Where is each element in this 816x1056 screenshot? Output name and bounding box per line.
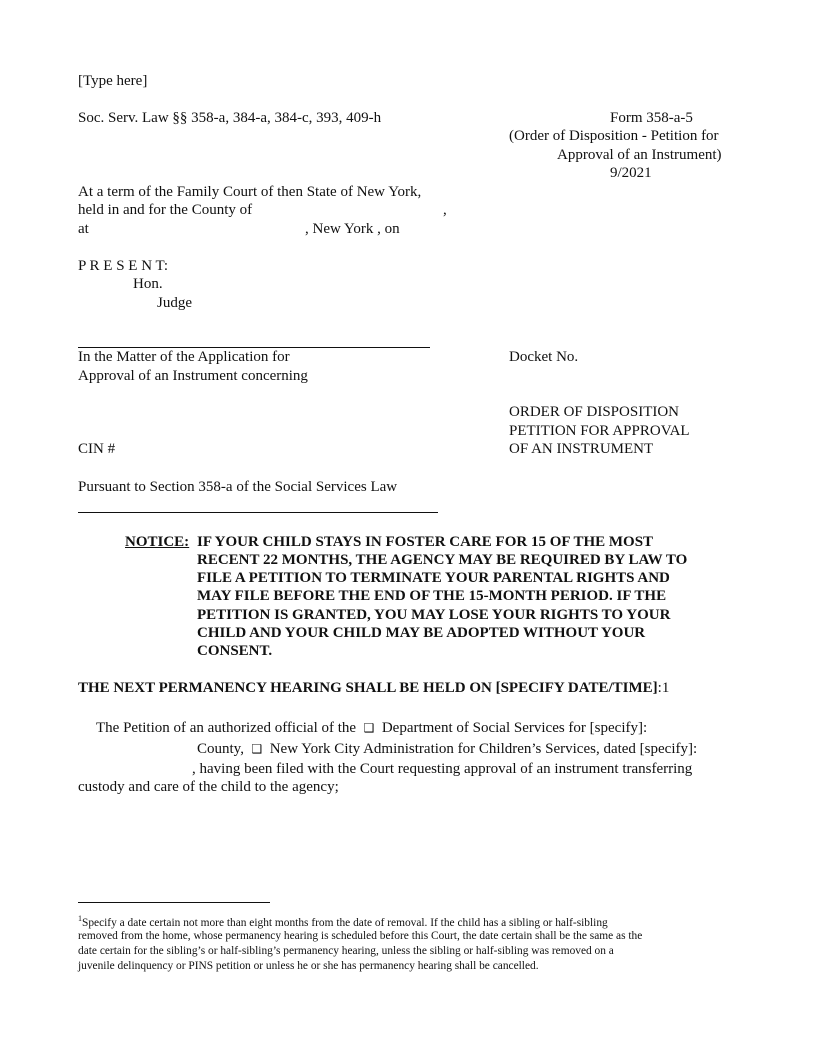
notice-line: PETITION IS GRANTED, YOU MAY LOSE YOUR RIGHTS TO YOUR bbox=[197, 607, 671, 623]
cin-label: CIN # bbox=[78, 441, 116, 457]
court-location-suffix: , New York , on bbox=[305, 221, 400, 237]
petition-line-2 bbox=[197, 740, 697, 758]
footnote-line: date certain for the sibling’s or half-sibling’s permanency hearing, unless the sibling or half-sibling was removed on a bbox=[78, 945, 614, 957]
footnote-line: juvenile delinquency or PINS petition or unless he or she has permanency hearing shall be cancelled. bbox=[78, 960, 539, 972]
order-title-line-1: ORDER OF DISPOSITION bbox=[509, 404, 680, 420]
acs-option-label: New York City Administration for Children’s Services, dated [specify]: bbox=[269, 741, 698, 757]
matter-line-2: Approval of an Instrument concerning bbox=[78, 368, 308, 384]
form-number: Form 358-a-5 bbox=[610, 110, 693, 126]
notice-line: IF YOUR CHILD STAYS IN FOSTER CARE FOR 15 OF THE MOST bbox=[197, 534, 654, 550]
next-hearing-line bbox=[78, 679, 669, 697]
form-date: 9/2021 bbox=[610, 165, 652, 181]
petition-text: The Petition of an authorized official of the bbox=[96, 720, 357, 736]
footnote-mark: 1 bbox=[78, 914, 82, 923]
footnote-line: removed from the home, whose permanency hearing is scheduled before this Court, the date certain shall be the same as the bbox=[78, 930, 643, 942]
court-county-comma: , bbox=[443, 202, 447, 218]
pursuant-line: Pursuant to Section 358-a of the Social Services Law bbox=[78, 479, 398, 495]
petition-line-4: custody and care of the child to the agency; bbox=[78, 779, 339, 795]
court-at-label: at bbox=[78, 221, 89, 237]
county-label: County, bbox=[197, 741, 244, 757]
notice-line: CONSENT. bbox=[197, 643, 273, 659]
matter-line-1: In the Matter of the Application for bbox=[78, 349, 290, 365]
footnote-line bbox=[78, 911, 608, 931]
caption-divider-bottom bbox=[78, 512, 438, 513]
judge-label: Judge bbox=[157, 295, 192, 311]
checkbox-acs[interactable]: ❑ bbox=[251, 742, 263, 756]
order-title-line-3: OF AN INSTRUMENT bbox=[509, 441, 654, 457]
court-term-line: At a term of the Family Court of then State of New York, bbox=[78, 184, 422, 200]
checkbox-dss[interactable]: ❑ bbox=[363, 721, 375, 735]
hon-label: Hon. bbox=[133, 276, 163, 292]
notice-line: RECENT 22 MONTHS, THE AGENCY MAY BE REQUIRED BY LAW TO bbox=[197, 552, 688, 568]
footnote-divider bbox=[78, 902, 270, 903]
notice-label: NOTICE: bbox=[125, 534, 190, 550]
header-placeholder: [Type here] bbox=[78, 73, 148, 89]
court-county-line: held in and for the County of bbox=[78, 202, 253, 218]
docket-label: Docket No. bbox=[509, 349, 579, 365]
petition-line-1 bbox=[96, 719, 647, 737]
footnote-text: Specify a date certain not more than eight months from the date of removal. If the child has a sibling or half-sibling bbox=[82, 916, 608, 929]
next-hearing-text: THE NEXT PERMANENCY HEARING SHALL BE HELD ON [SPECIFY DATE/TIME] bbox=[78, 680, 658, 696]
statute-citation: Soc. Serv. Law §§ 358-a, 384-a, 384-c, 393, 409-h bbox=[78, 110, 382, 126]
footnote-reference: :1 bbox=[657, 680, 670, 696]
notice-line: MAY FILE BEFORE THE END OF THE 15-MONTH PERIOD. IF THE bbox=[197, 588, 667, 604]
form-title-line-2: Approval of an Instrument) bbox=[557, 147, 722, 163]
form-title-line-1: (Order of Disposition - Petition for bbox=[509, 128, 719, 144]
dss-option-label: Department of Social Services for [specify]: bbox=[381, 720, 648, 736]
notice-line: CHILD AND YOUR CHILD MAY BE ADOPTED WITHOUT YOUR bbox=[197, 625, 646, 641]
notice-line: FILE A PETITION TO TERMINATE YOUR PARENTAL RIGHTS AND bbox=[197, 570, 670, 586]
order-title-line-2: PETITION FOR APPROVAL bbox=[509, 423, 690, 439]
petition-line-3: , having been filed with the Court requesting approval of an instrument transferring bbox=[192, 761, 693, 777]
present-label: P R E S E N T: bbox=[78, 258, 169, 274]
